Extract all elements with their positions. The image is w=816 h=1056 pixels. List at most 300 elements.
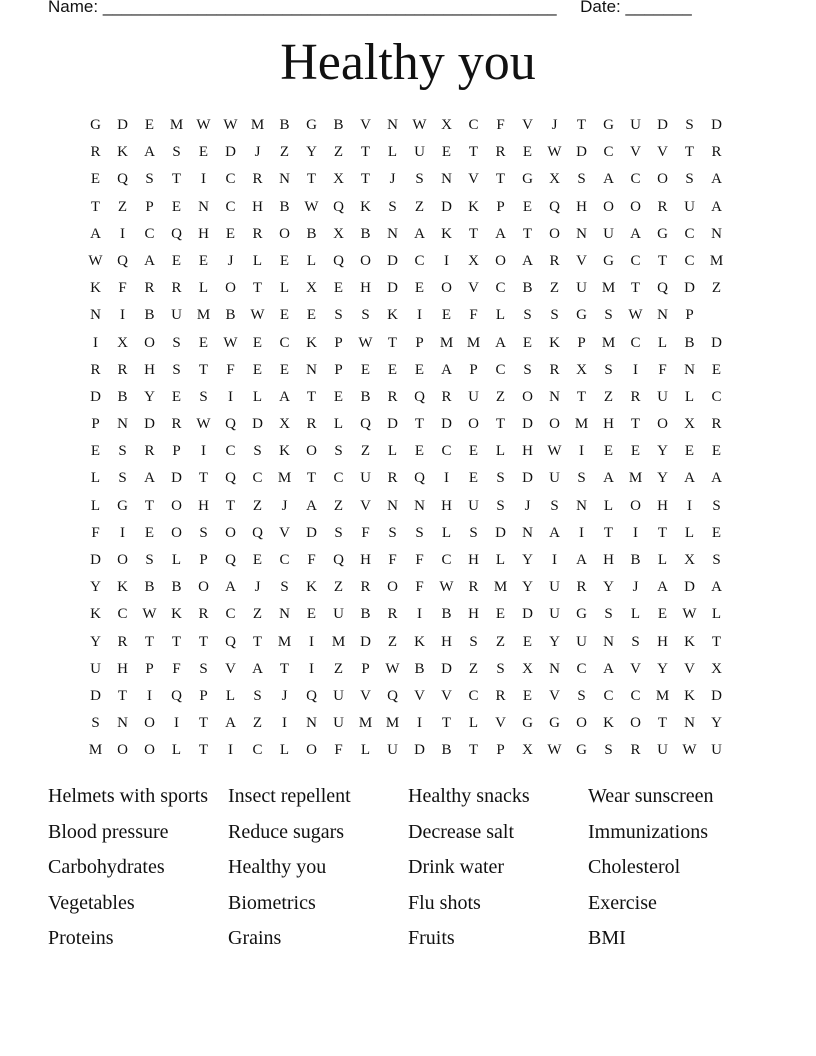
- grid-letter[interactable]: N: [90, 307, 101, 324]
- grid-letter[interactable]: X: [333, 171, 344, 188]
- grid-letter[interactable]: D: [90, 388, 101, 405]
- grid-letter[interactable]: Y: [711, 715, 722, 732]
- grid-letter[interactable]: E: [522, 198, 533, 215]
- grid-letter[interactable]: N: [603, 633, 614, 650]
- grid-letter[interactable]: X: [684, 552, 695, 568]
- grid-letter[interactable]: U: [657, 388, 668, 405]
- grid-letter[interactable]: P: [577, 334, 586, 351]
- grid-letter[interactable]: Y: [306, 144, 317, 161]
- grid-letter[interactable]: D: [684, 280, 695, 297]
- grid-letter[interactable]: B: [441, 742, 452, 759]
- grid-letter[interactable]: N: [117, 715, 128, 732]
- grid-letter[interactable]: E: [144, 117, 155, 133]
- grid-letter[interactable]: T: [495, 171, 506, 188]
- grid-letter[interactable]: D: [522, 606, 533, 623]
- grid-letter[interactable]: F: [415, 579, 424, 596]
- grid-letter[interactable]: S: [496, 497, 505, 514]
- grid-letter[interactable]: D: [711, 117, 722, 133]
- grid-letter[interactable]: E: [171, 252, 182, 269]
- grid-letter[interactable]: S: [280, 579, 289, 596]
- grid-letter[interactable]: B: [360, 388, 371, 405]
- grid-letter[interactable]: K: [468, 198, 479, 215]
- grid-letter[interactable]: D: [90, 687, 101, 704]
- grid-letter[interactable]: A: [90, 225, 101, 242]
- grid-letter[interactable]: I: [579, 524, 584, 541]
- grid-letter[interactable]: E: [333, 280, 344, 297]
- grid-letter[interactable]: S: [334, 307, 343, 324]
- grid-letter[interactable]: B: [522, 280, 533, 297]
- grid-letter[interactable]: X: [333, 225, 344, 242]
- grid-letter[interactable]: I: [228, 388, 233, 405]
- grid-letter[interactable]: S: [604, 307, 613, 324]
- grid-letter[interactable]: B: [144, 307, 155, 324]
- grid-letter[interactable]: T: [441, 715, 452, 732]
- grid-letter[interactable]: S: [712, 552, 721, 568]
- grid-letter[interactable]: H: [441, 633, 452, 650]
- grid-letter[interactable]: R: [549, 361, 560, 378]
- grid-letter[interactable]: A: [495, 225, 506, 242]
- grid-letter[interactable]: Z: [603, 388, 614, 405]
- grid-letter[interactable]: O: [279, 225, 290, 242]
- grid-letter[interactable]: K: [117, 144, 128, 161]
- grid-letter[interactable]: D: [387, 280, 398, 297]
- grid-letter[interactable]: R: [117, 633, 128, 650]
- grid-letter[interactable]: O: [441, 280, 452, 297]
- grid-letter[interactable]: U: [576, 280, 587, 297]
- grid-letter[interactable]: E: [198, 144, 209, 161]
- grid-letter[interactable]: U: [414, 144, 425, 161]
- grid-letter[interactable]: P: [334, 361, 343, 378]
- grid-letter[interactable]: A: [495, 334, 506, 351]
- grid-letter[interactable]: N: [414, 497, 425, 514]
- grid-letter[interactable]: U: [657, 742, 668, 759]
- grid-letter[interactable]: M: [709, 252, 724, 269]
- grid-letter[interactable]: K: [441, 225, 452, 242]
- grid-letter[interactable]: J: [389, 171, 396, 188]
- grid-letter[interactable]: L: [252, 252, 263, 269]
- grid-letter[interactable]: W: [682, 606, 697, 623]
- grid-letter[interactable]: C: [225, 171, 236, 188]
- grid-letter[interactable]: P: [199, 552, 208, 568]
- grid-letter[interactable]: S: [199, 660, 208, 677]
- grid-letter[interactable]: E: [306, 307, 317, 324]
- grid-letter[interactable]: P: [172, 443, 181, 460]
- grid-letter[interactable]: D: [225, 144, 236, 161]
- grid-letter[interactable]: X: [522, 742, 533, 759]
- grid-letter[interactable]: T: [198, 715, 209, 732]
- grid-letter[interactable]: G: [522, 171, 533, 188]
- grid-letter[interactable]: [703, 302, 730, 329]
- grid-letter[interactable]: X: [441, 117, 452, 133]
- grid-letter[interactable]: Q: [252, 524, 263, 541]
- grid-letter[interactable]: Q: [171, 687, 182, 704]
- grid-letter[interactable]: E: [522, 687, 533, 704]
- grid-letter[interactable]: D: [387, 252, 398, 269]
- grid-letter[interactable]: D: [441, 198, 452, 215]
- grid-letter[interactable]: I: [201, 171, 206, 188]
- grid-letter[interactable]: E: [468, 443, 479, 460]
- grid-letter[interactable]: I: [552, 552, 557, 568]
- grid-letter[interactable]: U: [549, 606, 560, 623]
- grid-letter[interactable]: Z: [252, 497, 263, 514]
- grid-letter[interactable]: R: [387, 388, 398, 405]
- grid-letter[interactable]: P: [145, 198, 154, 215]
- grid-letter[interactable]: U: [171, 307, 182, 324]
- grid-letter[interactable]: M: [385, 715, 400, 732]
- grid-letter[interactable]: P: [415, 334, 424, 351]
- grid-letter[interactable]: T: [711, 633, 722, 650]
- grid-letter[interactable]: C: [468, 117, 479, 133]
- grid-letter[interactable]: K: [90, 280, 101, 297]
- grid-letter[interactable]: I: [120, 307, 125, 324]
- grid-letter[interactable]: V: [657, 144, 668, 161]
- grid-letter[interactable]: L: [657, 552, 668, 568]
- grid-letter[interactable]: B: [279, 117, 290, 133]
- grid-letter[interactable]: C: [630, 334, 641, 351]
- grid-letter[interactable]: T: [468, 742, 479, 759]
- grid-letter[interactable]: E: [522, 334, 533, 351]
- grid-letter[interactable]: F: [226, 361, 235, 378]
- grid-letter[interactable]: U: [333, 687, 344, 704]
- grid-letter[interactable]: F: [415, 552, 424, 568]
- grid-letter[interactable]: T: [279, 660, 290, 677]
- grid-letter[interactable]: U: [711, 742, 722, 759]
- grid-letter[interactable]: A: [144, 252, 155, 269]
- grid-letter[interactable]: T: [198, 470, 209, 487]
- grid-letter[interactable]: O: [549, 416, 560, 433]
- grid-letter[interactable]: D: [576, 144, 587, 161]
- grid-letter[interactable]: D: [522, 470, 533, 487]
- grid-letter[interactable]: O: [657, 171, 668, 188]
- grid-letter[interactable]: S: [469, 524, 478, 541]
- grid-letter[interactable]: N: [198, 198, 209, 215]
- grid-letter[interactable]: F: [496, 117, 505, 133]
- grid-letter[interactable]: P: [496, 742, 505, 759]
- grid-letter[interactable]: J: [281, 497, 288, 514]
- grid-letter[interactable]: J: [227, 252, 234, 269]
- grid-letter[interactable]: M: [601, 280, 616, 297]
- grid-letter[interactable]: T: [603, 524, 614, 541]
- grid-letter[interactable]: W: [358, 334, 373, 351]
- grid-letter[interactable]: I: [120, 225, 125, 242]
- grid-letter[interactable]: R: [144, 280, 155, 297]
- grid-letter[interactable]: I: [417, 715, 422, 732]
- grid-letter[interactable]: R: [441, 388, 452, 405]
- grid-letter[interactable]: T: [171, 633, 182, 650]
- grid-letter[interactable]: U: [468, 388, 479, 405]
- grid-letter[interactable]: W: [412, 117, 427, 133]
- grid-letter[interactable]: Y: [657, 443, 668, 460]
- grid-letter[interactable]: O: [630, 715, 641, 732]
- grid-letter[interactable]: Q: [225, 633, 236, 650]
- grid-letter[interactable]: I: [93, 334, 98, 351]
- grid-letter[interactable]: U: [360, 470, 371, 487]
- grid-letter[interactable]: I: [687, 497, 692, 514]
- grid-letter[interactable]: G: [603, 252, 614, 269]
- grid-letter[interactable]: S: [388, 198, 397, 215]
- grid-letter[interactable]: L: [225, 687, 236, 704]
- grid-letter[interactable]: S: [415, 171, 424, 188]
- grid-letter[interactable]: G: [603, 117, 614, 133]
- grid-letter[interactable]: T: [657, 252, 668, 269]
- grid-letter[interactable]: N: [117, 416, 128, 433]
- grid-letter[interactable]: U: [333, 715, 344, 732]
- grid-letter[interactable]: T: [414, 416, 425, 433]
- grid-letter[interactable]: T: [306, 388, 317, 405]
- grid-letter[interactable]: V: [279, 524, 290, 541]
- grid-letter[interactable]: G: [576, 606, 587, 623]
- grid-letter[interactable]: F: [361, 524, 370, 541]
- grid-letter[interactable]: E: [90, 171, 101, 188]
- grid-letter[interactable]: N: [684, 361, 695, 378]
- grid-letter[interactable]: L: [333, 416, 344, 433]
- grid-letter[interactable]: W: [304, 198, 319, 215]
- grid-letter[interactable]: T: [360, 171, 371, 188]
- grid-letter[interactable]: V: [549, 687, 560, 704]
- grid-letter[interactable]: H: [657, 497, 668, 514]
- grid-letter[interactable]: E: [441, 307, 452, 324]
- grid-letter[interactable]: E: [171, 198, 182, 215]
- grid-letter[interactable]: C: [279, 552, 290, 568]
- grid-letter[interactable]: S: [91, 715, 100, 732]
- grid-letter[interactable]: U: [333, 606, 344, 623]
- grid-letter[interactable]: R: [630, 742, 641, 759]
- grid-letter[interactable]: W: [682, 742, 697, 759]
- grid-letter[interactable]: A: [441, 361, 452, 378]
- grid-letter[interactable]: B: [333, 117, 344, 133]
- grid-letter[interactable]: Y: [90, 579, 101, 596]
- grid-letter[interactable]: V: [225, 660, 236, 677]
- grid-letter[interactable]: Z: [495, 633, 506, 650]
- grid-letter[interactable]: T: [252, 633, 263, 650]
- grid-letter[interactable]: T: [495, 416, 506, 433]
- grid-letter[interactable]: Y: [657, 660, 668, 677]
- grid-letter[interactable]: E: [387, 361, 398, 378]
- grid-letter[interactable]: L: [387, 144, 398, 161]
- grid-letter[interactable]: C: [414, 252, 425, 269]
- grid-letter[interactable]: O: [171, 497, 182, 514]
- grid-letter[interactable]: X: [279, 416, 290, 433]
- grid-letter[interactable]: R: [630, 388, 641, 405]
- grid-letter[interactable]: U: [549, 579, 560, 596]
- grid-letter[interactable]: O: [171, 524, 182, 541]
- grid-letter[interactable]: S: [496, 470, 505, 487]
- grid-letter[interactable]: A: [144, 470, 155, 487]
- grid-letter[interactable]: B: [279, 198, 290, 215]
- grid-letter[interactable]: R: [90, 144, 101, 161]
- grid-letter[interactable]: H: [576, 198, 587, 215]
- grid-letter[interactable]: O: [225, 280, 236, 297]
- grid-letter[interactable]: M: [655, 687, 670, 704]
- grid-letter[interactable]: V: [576, 252, 587, 269]
- grid-letter[interactable]: J: [281, 687, 288, 704]
- grid-letter[interactable]: Q: [387, 687, 398, 704]
- grid-letter[interactable]: I: [309, 660, 314, 677]
- grid-letter[interactable]: Z: [414, 198, 425, 215]
- grid-letter[interactable]: H: [144, 361, 155, 378]
- grid-letter[interactable]: N: [684, 715, 695, 732]
- grid-letter[interactable]: M: [169, 117, 184, 133]
- grid-letter[interactable]: E: [279, 252, 290, 269]
- grid-letter[interactable]: H: [468, 606, 479, 623]
- grid-letter[interactable]: Z: [495, 388, 506, 405]
- grid-letter[interactable]: S: [685, 171, 694, 188]
- grid-letter[interactable]: R: [306, 416, 317, 433]
- grid-letter[interactable]: A: [306, 497, 317, 514]
- grid-letter[interactable]: K: [603, 715, 614, 732]
- grid-letter[interactable]: N: [657, 307, 668, 324]
- grid-letter[interactable]: E: [441, 144, 452, 161]
- grid-letter[interactable]: C: [576, 660, 587, 677]
- grid-letter[interactable]: F: [172, 660, 181, 677]
- grid-letter[interactable]: H: [468, 552, 479, 568]
- grid-letter[interactable]: G: [306, 117, 317, 133]
- grid-letter[interactable]: S: [415, 524, 424, 541]
- grid-letter[interactable]: D: [495, 524, 506, 541]
- grid-letter[interactable]: F: [118, 280, 127, 297]
- grid-letter[interactable]: V: [468, 171, 479, 188]
- grid-letter[interactable]: I: [147, 687, 152, 704]
- grid-letter[interactable]: G: [657, 225, 668, 242]
- grid-letter[interactable]: J: [524, 497, 531, 514]
- grid-letter[interactable]: L: [279, 742, 290, 759]
- grid-letter[interactable]: N: [522, 524, 533, 541]
- grid-letter[interactable]: I: [417, 606, 422, 623]
- grid-letter[interactable]: E: [279, 361, 290, 378]
- grid-letter[interactable]: A: [279, 388, 290, 405]
- grid-letter[interactable]: C: [252, 742, 263, 759]
- grid-letter[interactable]: N: [549, 660, 560, 677]
- grid-letter[interactable]: E: [414, 361, 425, 378]
- grid-letter[interactable]: T: [306, 470, 317, 487]
- grid-letter[interactable]: C: [279, 334, 290, 351]
- grid-letter[interactable]: S: [604, 606, 613, 623]
- grid-letter[interactable]: S: [712, 497, 721, 514]
- grid-letter[interactable]: C: [468, 687, 479, 704]
- grid-letter[interactable]: C: [603, 144, 614, 161]
- grid-letter[interactable]: I: [417, 307, 422, 324]
- grid-letter[interactable]: S: [334, 524, 343, 541]
- grid-letter[interactable]: U: [576, 633, 587, 650]
- grid-letter[interactable]: E: [252, 361, 263, 378]
- grid-letter[interactable]: G: [576, 742, 587, 759]
- grid-letter[interactable]: Z: [468, 660, 479, 677]
- grid-letter[interactable]: N: [279, 606, 290, 623]
- grid-letter[interactable]: H: [441, 497, 452, 514]
- grid-letter[interactable]: P: [145, 660, 154, 677]
- grid-letter[interactable]: L: [441, 524, 452, 541]
- grid-letter[interactable]: Y: [603, 579, 614, 596]
- grid-letter[interactable]: A: [603, 171, 614, 188]
- grid-letter[interactable]: S: [172, 334, 181, 351]
- grid-letter[interactable]: I: [633, 524, 638, 541]
- grid-letter[interactable]: F: [658, 361, 667, 378]
- grid-letter[interactable]: Q: [306, 687, 317, 704]
- grid-letter[interactable]: X: [468, 252, 479, 269]
- date-blank[interactable]: _______: [625, 0, 692, 16]
- grid-letter[interactable]: S: [253, 443, 262, 460]
- grid-letter[interactable]: A: [657, 579, 668, 596]
- grid-letter[interactable]: E: [252, 334, 263, 351]
- grid-letter[interactable]: R: [657, 198, 668, 215]
- grid-letter[interactable]: A: [414, 225, 425, 242]
- grid-letter[interactable]: L: [90, 470, 101, 487]
- grid-letter[interactable]: Y: [90, 633, 101, 650]
- grid-letter[interactable]: S: [361, 307, 370, 324]
- grid-letter[interactable]: K: [549, 334, 560, 351]
- grid-letter[interactable]: K: [90, 606, 101, 623]
- grid-letter[interactable]: Y: [522, 579, 533, 596]
- grid-letter[interactable]: S: [199, 388, 208, 405]
- grid-letter[interactable]: W: [385, 660, 400, 677]
- grid-letter[interactable]: T: [225, 497, 236, 514]
- grid-letter[interactable]: Q: [333, 198, 344, 215]
- grid-letter[interactable]: B: [306, 225, 317, 242]
- grid-letter[interactable]: R: [198, 606, 209, 623]
- grid-letter[interactable]: T: [198, 742, 209, 759]
- grid-letter[interactable]: D: [441, 660, 452, 677]
- grid-letter[interactable]: W: [223, 117, 238, 133]
- grid-letter[interactable]: G: [549, 715, 560, 732]
- grid-letter[interactable]: D: [387, 416, 398, 433]
- grid-letter[interactable]: O: [657, 416, 668, 433]
- grid-letter[interactable]: T: [144, 633, 155, 650]
- grid-letter[interactable]: O: [495, 252, 506, 269]
- grid-letter[interactable]: R: [360, 579, 371, 596]
- grid-letter[interactable]: Z: [360, 443, 371, 460]
- grid-letter[interactable]: Z: [333, 144, 344, 161]
- grid-letter[interactable]: J: [254, 144, 261, 161]
- grid-letter[interactable]: R: [252, 171, 263, 188]
- grid-letter[interactable]: I: [228, 742, 233, 759]
- grid-letter[interactable]: L: [630, 606, 641, 623]
- grid-letter[interactable]: N: [576, 225, 587, 242]
- grid-letter[interactable]: E: [333, 388, 344, 405]
- grid-letter[interactable]: E: [414, 280, 425, 297]
- grid-letter[interactable]: V: [495, 715, 506, 732]
- grid-letter[interactable]: S: [523, 361, 532, 378]
- grid-letter[interactable]: T: [306, 171, 317, 188]
- grid-letter[interactable]: S: [145, 171, 154, 188]
- grid-letter[interactable]: E: [279, 307, 290, 324]
- grid-letter[interactable]: V: [630, 144, 641, 161]
- grid-letter[interactable]: J: [632, 579, 639, 596]
- grid-letter[interactable]: D: [441, 416, 452, 433]
- grid-letter[interactable]: A: [711, 171, 722, 188]
- grid-letter[interactable]: G: [90, 117, 101, 133]
- grid-letter[interactable]: F: [91, 524, 100, 541]
- grid-letter[interactable]: K: [279, 443, 290, 460]
- grid-letter[interactable]: Y: [657, 470, 668, 487]
- grid-letter[interactable]: C: [117, 606, 128, 623]
- grid-letter[interactable]: O: [306, 443, 317, 460]
- grid-letter[interactable]: N: [279, 171, 290, 188]
- grid-letter[interactable]: Z: [252, 606, 263, 623]
- grid-letter[interactable]: L: [684, 388, 695, 405]
- grid-letter[interactable]: Y: [549, 633, 560, 650]
- grid-letter[interactable]: A: [603, 660, 614, 677]
- grid-letter[interactable]: M: [358, 715, 373, 732]
- grid-letter[interactable]: E: [603, 443, 614, 460]
- grid-letter[interactable]: B: [360, 225, 371, 242]
- grid-letter[interactable]: I: [120, 524, 125, 541]
- grid-letter[interactable]: Y: [522, 552, 533, 568]
- grid-letter[interactable]: E: [684, 443, 695, 460]
- grid-letter[interactable]: T: [576, 388, 587, 405]
- grid-letter[interactable]: B: [144, 579, 155, 596]
- grid-letter[interactable]: L: [279, 280, 290, 297]
- grid-letter[interactable]: E: [522, 633, 533, 650]
